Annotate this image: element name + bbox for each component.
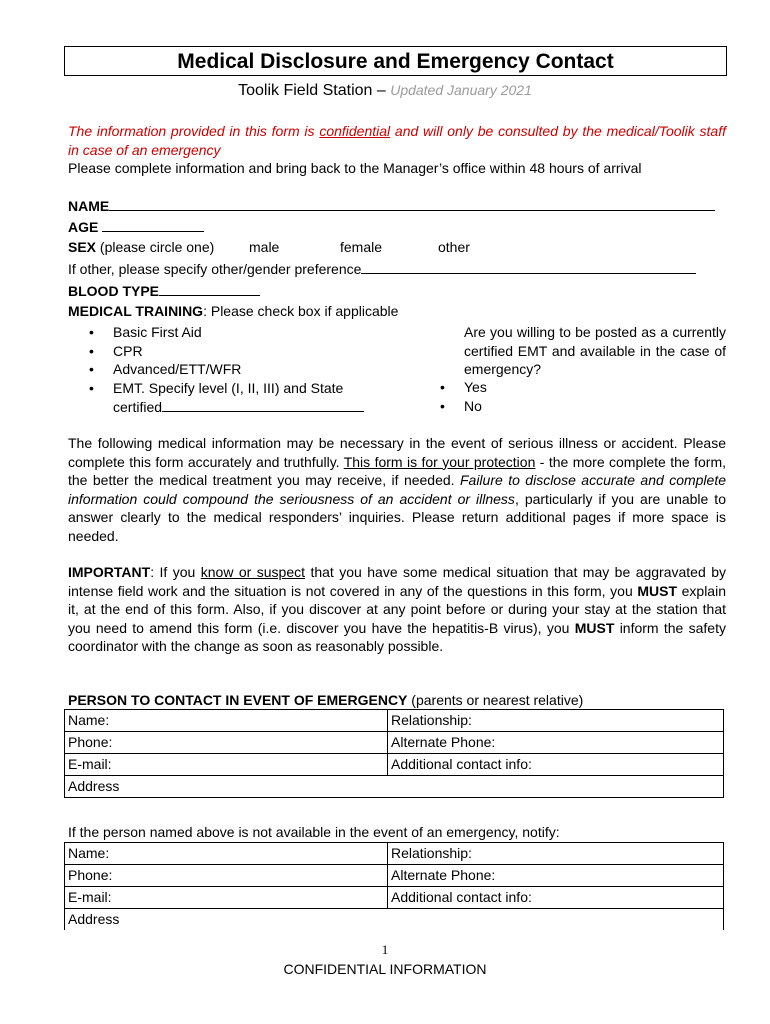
contact2-heading: If the person named above is not available in the event of an emergency, notify: bbox=[68, 824, 560, 840]
contact1-email-cell[interactable]: E-mail: bbox=[65, 754, 388, 776]
name-field[interactable]: NAME bbox=[68, 196, 726, 216]
contact2-name-cell[interactable]: Name: bbox=[65, 843, 388, 865]
blood-type-field[interactable]: BLOOD TYPE bbox=[68, 281, 726, 301]
emergency-contact-table bbox=[64, 709, 724, 798]
emt-option-yes[interactable]: • Yes bbox=[419, 378, 619, 397]
contact1-heading: PERSON TO CONTACT IN EVENT OF EMERGENCY (parents or nearest relative) bbox=[68, 692, 584, 708]
contact1-relationship-cell[interactable]: Relationship: bbox=[388, 710, 724, 732]
station-name: Toolik Field Station – bbox=[238, 82, 391, 99]
contact1-name-cell[interactable]: Name: bbox=[65, 710, 388, 732]
contact1-additional-cell[interactable]: Additional contact info: bbox=[388, 754, 724, 776]
contact2-email-cell[interactable]: E-mail: bbox=[65, 887, 388, 909]
emt-question: Are you willing to be posted as a currently certified EMT and available in the case of emergency? bbox=[464, 324, 726, 377]
training-first-aid[interactable]: • Basic First Aid bbox=[68, 323, 388, 342]
medical-training-heading: MEDICAL TRAINING: Please check box if applicable bbox=[68, 303, 399, 319]
contact2-address-cell[interactable]: Address bbox=[65, 909, 724, 931]
page-title: Medical Disclosure and Emergency Contact bbox=[64, 46, 727, 76]
contact2-phone-cell[interactable]: Phone: bbox=[65, 865, 388, 887]
age-field[interactable]: AGE bbox=[68, 217, 726, 237]
training-checklist bbox=[68, 323, 388, 417]
training-advanced[interactable]: • Advanced/ETT/WFR bbox=[68, 360, 388, 379]
sex-field: SEX (please circle one) male female other bbox=[68, 239, 470, 255]
updated-date: Updated January 2021 bbox=[390, 82, 532, 98]
backup-contact-table bbox=[64, 842, 724, 930]
contact2-alt-phone-cell[interactable]: Alternate Phone: bbox=[388, 865, 724, 887]
contact1-phone-cell[interactable]: Phone: bbox=[65, 732, 388, 754]
sex-option-male[interactable]: male bbox=[249, 239, 280, 255]
footer-label: CONFIDENTIAL INFORMATION bbox=[283, 961, 487, 977]
subtitle bbox=[0, 80, 770, 101]
contact1-address-cell[interactable]: Address bbox=[65, 776, 724, 798]
contact2-additional-cell[interactable]: Additional contact info: bbox=[388, 887, 724, 909]
confidentiality-note: The information provided in this form is confidential and will only be consulted by the medical/Toolik staff in case of an emergency bbox=[68, 123, 726, 158]
contact1-alt-phone-cell[interactable]: Alternate Phone: bbox=[388, 732, 724, 754]
training-emt[interactable]: • EMT. Specify level (I, II, III) and State certified bbox=[68, 379, 388, 417]
contact2-relationship-cell[interactable]: Relationship: bbox=[388, 843, 724, 865]
important-paragraph: IMPORTANT: If you know or suspect that you have some medical situation that may be aggravated by intense field work and the situation is not covered in any of the questions in this form, you MUST explain it, at the end of this form. Also, if you discover at any point before or during your stay at the station that you need to amend this form (i.e. discover you have the hepatitis-B virus), you MUST inform the safety coordinator with the change as soon as reasonably possible. bbox=[68, 564, 726, 654]
page-number: 1 bbox=[381, 942, 389, 957]
sex-option-female[interactable]: female bbox=[340, 239, 383, 255]
emt-options bbox=[419, 378, 619, 415]
instruction-text: Please complete information and bring back to the Manager’s office within 48 hours of arrival bbox=[68, 160, 642, 176]
gender-preference-field[interactable]: If other, please specify other/gender preference bbox=[68, 259, 726, 279]
sex-option-other[interactable]: other bbox=[438, 239, 470, 255]
training-cpr[interactable]: • CPR bbox=[68, 342, 388, 361]
medical-info-paragraph: The following medical information may be necessary in the event of serious illness or accident. Please complete this form accurately and truthfully. This form is for your protection - the more complete the form, the better the medical treatment you may receive, if needed. Failure to disclose accurate and complete information could compound the seriousness of an accident or illness, particularly if you are unable to answer clearly to the medical responders’ inquiries. Please return additional pages if more space is needed. bbox=[68, 435, 727, 544]
emt-option-no[interactable]: • No bbox=[419, 397, 619, 416]
